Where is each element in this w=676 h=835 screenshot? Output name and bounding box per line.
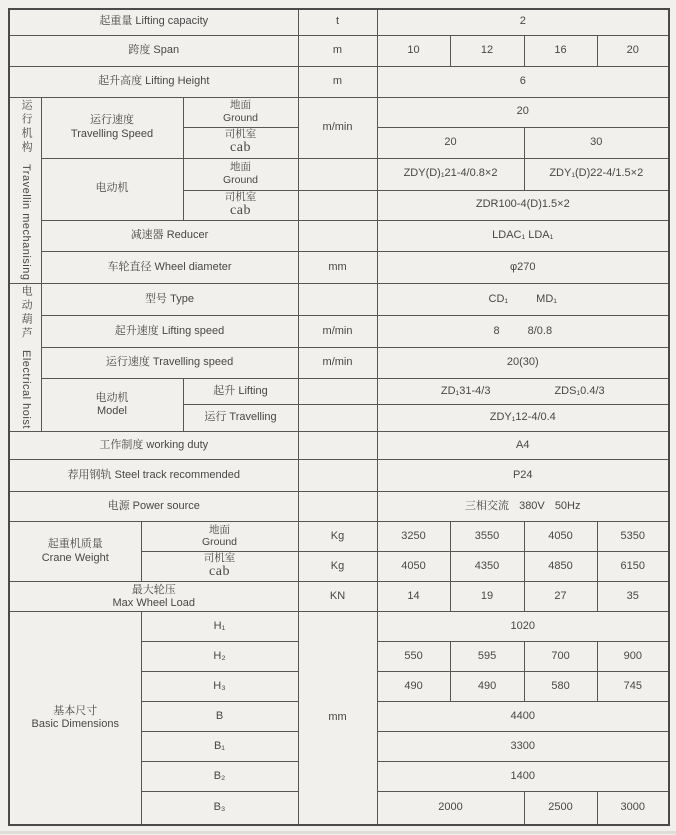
max-wheel-load-unit: KN bbox=[298, 582, 377, 612]
crane-weight-ground-value-2: 3550 bbox=[450, 521, 524, 551]
span-label: 跨度 Span bbox=[9, 35, 298, 66]
hoist-travelling-speed-unit: m/min bbox=[298, 347, 377, 378]
span-value-4: 20 bbox=[597, 35, 669, 66]
row-working-duty bbox=[9, 431, 669, 459]
tm-motor-ground-value-2: ZDY₁(D)22-4/1.5×2 bbox=[524, 158, 669, 190]
dim-b-value: 4400 bbox=[377, 702, 669, 732]
working-duty-label: 工作制度 working duty bbox=[9, 431, 298, 459]
hoist-motor-lifting-unit bbox=[298, 378, 377, 404]
hoist-section-label-cn: 电动葫芦 bbox=[20, 285, 33, 342]
crane-weight-cab-sublabel: 司机室 cab bbox=[141, 551, 298, 581]
row-span bbox=[9, 35, 669, 66]
row-max-wheel-load bbox=[9, 582, 669, 612]
working-duty-unit bbox=[298, 431, 377, 459]
tm-speed-cab-sublabel: 司机室 cab bbox=[183, 127, 298, 158]
wheel-diameter-value: φ270 bbox=[377, 251, 669, 283]
scan-artifact-line bbox=[0, 831, 676, 834]
hoist-section-label bbox=[9, 283, 41, 431]
tm-speed-ground-value: 20 bbox=[377, 97, 669, 127]
reducer-value: LDAC₁ LDA₁ bbox=[377, 220, 669, 251]
power-source-unit bbox=[298, 491, 377, 521]
max-wheel-load-label: 最大轮压 Max Wheel Load bbox=[9, 582, 298, 612]
basic-dimensions-unit: mm bbox=[298, 612, 377, 825]
lifting-capacity-value: 2 bbox=[377, 9, 669, 35]
tm-motor-ground-unit bbox=[298, 158, 377, 190]
steel-track-value: P24 bbox=[377, 459, 669, 491]
row-dim-h1 bbox=[9, 612, 669, 642]
lifting-height-value: 6 bbox=[377, 66, 669, 97]
span-value-2: 12 bbox=[450, 35, 524, 66]
row-hoist-lifting-speed bbox=[9, 315, 669, 347]
row-crane-weight-ground bbox=[9, 521, 669, 551]
tm-speed-ground-sublabel: 地面 Ground bbox=[183, 97, 298, 127]
hoist-lifting-speed-unit: m/min bbox=[298, 315, 377, 347]
hoist-motor-lifting-value: ZD₁31-4/3 ZDS₁0.4/3 bbox=[377, 378, 669, 404]
lifting-height-unit: m bbox=[298, 66, 377, 97]
lifting-height-label: 起升高度 Lifting Height bbox=[9, 66, 298, 97]
wheel-diameter-label: 车轮直径 Wheel diameter bbox=[41, 251, 298, 283]
steel-track-unit bbox=[298, 459, 377, 491]
hoist-type-value: CD₁ MD₁ bbox=[377, 283, 669, 315]
dim-b1-name: B₁ bbox=[141, 732, 298, 762]
crane-weight-ground-sublabel: 地面 Ground bbox=[141, 521, 298, 551]
hoist-lifting-speed-value: 8 8/0.8 bbox=[377, 315, 669, 347]
row-hoist-travelling-speed bbox=[9, 347, 669, 378]
tm-speed-unit: m/min bbox=[298, 97, 377, 158]
crane-weight-label: 起重机质量 Crane Weight bbox=[9, 521, 141, 581]
crane-weight-cab-unit: Kg bbox=[298, 551, 377, 581]
crane-weight-ground-unit: Kg bbox=[298, 521, 377, 551]
dim-h3-value-1: 490 bbox=[377, 672, 450, 702]
working-duty-value: A4 bbox=[377, 431, 669, 459]
tm-section-label-cn: 运行机构 bbox=[20, 99, 33, 156]
hoist-motor-travelling-value: ZDY₁12-4/0.4 bbox=[377, 404, 669, 431]
row-lifting-height bbox=[9, 66, 669, 97]
hoist-type-unit bbox=[298, 283, 377, 315]
basic-dimensions-label: 基本尺寸 Basic Dimensions bbox=[9, 612, 141, 825]
dim-b-name: B bbox=[141, 702, 298, 732]
steel-track-label: 荐用钢轨 Steel track recommended bbox=[9, 459, 298, 491]
hoist-motor-travelling-unit bbox=[298, 404, 377, 431]
crane-weight-cab-value-4: 6150 bbox=[597, 551, 669, 581]
row-wheel-diameter bbox=[9, 251, 669, 283]
hoist-section-label-en: Electrical hoist bbox=[20, 350, 33, 430]
hoist-travelling-speed-label: 运行速度 Travelling speed bbox=[41, 347, 298, 378]
dim-b3-value-2: 2500 bbox=[524, 792, 597, 825]
row-tm-motor-ground bbox=[9, 158, 669, 190]
lifting-capacity-label: 起重量 Lifting capacity bbox=[9, 9, 298, 35]
span-value-3: 16 bbox=[524, 35, 597, 66]
dim-h3-value-2: 490 bbox=[450, 672, 524, 702]
dim-h3-name: H₃ bbox=[141, 672, 298, 702]
power-source-value: 三相交流 380V 50Hz bbox=[377, 491, 669, 521]
dim-h2-value-1: 550 bbox=[377, 642, 450, 672]
tm-motor-cab-sublabel: 司机室 cab bbox=[183, 190, 298, 220]
hoist-motor-travelling-sublabel: 运行 Travelling bbox=[183, 404, 298, 431]
dim-h2-value-2: 595 bbox=[450, 642, 524, 672]
crane-weight-cab-value-3: 4850 bbox=[524, 551, 597, 581]
row-steel-track bbox=[9, 459, 669, 491]
dim-b3-name: B₃ bbox=[141, 792, 298, 825]
tm-motor-label: 电动机 bbox=[41, 158, 183, 220]
row-hoist-type bbox=[9, 283, 669, 315]
hoist-motor-lifting-sublabel: 起升 Lifting bbox=[183, 378, 298, 404]
hoist-type-label: 型号 Type bbox=[41, 283, 298, 315]
dim-h2-value-3: 700 bbox=[524, 642, 597, 672]
crane-spec-table bbox=[8, 8, 670, 826]
dim-b3-value-3: 3000 bbox=[597, 792, 669, 825]
row-lifting-capacity bbox=[9, 9, 669, 35]
row-tm-speed-ground bbox=[9, 97, 669, 127]
row-power-source bbox=[9, 491, 669, 521]
tm-section-label bbox=[9, 97, 41, 283]
tm-motor-cab-unit bbox=[298, 190, 377, 220]
lifting-capacity-unit: t bbox=[298, 9, 377, 35]
dim-b2-name: B₂ bbox=[141, 762, 298, 792]
crane-weight-cab-value-2: 4350 bbox=[450, 551, 524, 581]
dim-h2-value-4: 900 bbox=[597, 642, 669, 672]
dim-b2-value: 1400 bbox=[377, 762, 669, 792]
crane-weight-ground-value-3: 4050 bbox=[524, 521, 597, 551]
dim-h3-value-3: 580 bbox=[524, 672, 597, 702]
dim-b3-value-1: 2000 bbox=[377, 792, 524, 825]
tm-speed-cab-value-2: 30 bbox=[524, 127, 669, 158]
dim-h2-name: H₂ bbox=[141, 642, 298, 672]
reducer-unit bbox=[298, 220, 377, 251]
tm-motor-cab-value: ZDR100-4(D)1.5×2 bbox=[377, 190, 669, 220]
tm-motor-ground-value-1: ZDY(D)₁21-4/0.8×2 bbox=[377, 158, 524, 190]
dim-h3-value-4: 745 bbox=[597, 672, 669, 702]
hoist-travelling-speed-value: 20(30) bbox=[377, 347, 669, 378]
max-wheel-load-value-4: 35 bbox=[597, 582, 669, 612]
dim-h1-name: H₁ bbox=[141, 612, 298, 642]
row-hoist-motor-lifting bbox=[9, 378, 669, 404]
tm-section-label-en: Travellin mechanising bbox=[20, 164, 33, 281]
max-wheel-load-value-3: 27 bbox=[524, 582, 597, 612]
wheel-diameter-unit: mm bbox=[298, 251, 377, 283]
crane-weight-ground-value-1: 3250 bbox=[377, 521, 450, 551]
span-value-1: 10 bbox=[377, 35, 450, 66]
crane-weight-ground-value-4: 5350 bbox=[597, 521, 669, 551]
span-unit: m bbox=[298, 35, 377, 66]
reducer-label: 减速器 Reducer bbox=[41, 220, 298, 251]
row-reducer bbox=[9, 220, 669, 251]
tm-motor-ground-sublabel: 地面 Ground bbox=[183, 158, 298, 190]
tm-speed-label: 运行速度 Travelling Speed bbox=[41, 97, 183, 158]
max-wheel-load-value-2: 19 bbox=[450, 582, 524, 612]
tm-speed-cab-value-1: 20 bbox=[377, 127, 524, 158]
dim-h1-value: 1020 bbox=[377, 612, 669, 642]
hoist-lifting-speed-label: 起升速度 Lifting speed bbox=[41, 315, 298, 347]
power-source-label: 电源 Power source bbox=[9, 491, 298, 521]
crane-weight-cab-value-1: 4050 bbox=[377, 551, 450, 581]
max-wheel-load-value-1: 14 bbox=[377, 582, 450, 612]
hoist-motor-label: 电动机 Model bbox=[41, 378, 183, 431]
dim-b1-value: 3300 bbox=[377, 732, 669, 762]
